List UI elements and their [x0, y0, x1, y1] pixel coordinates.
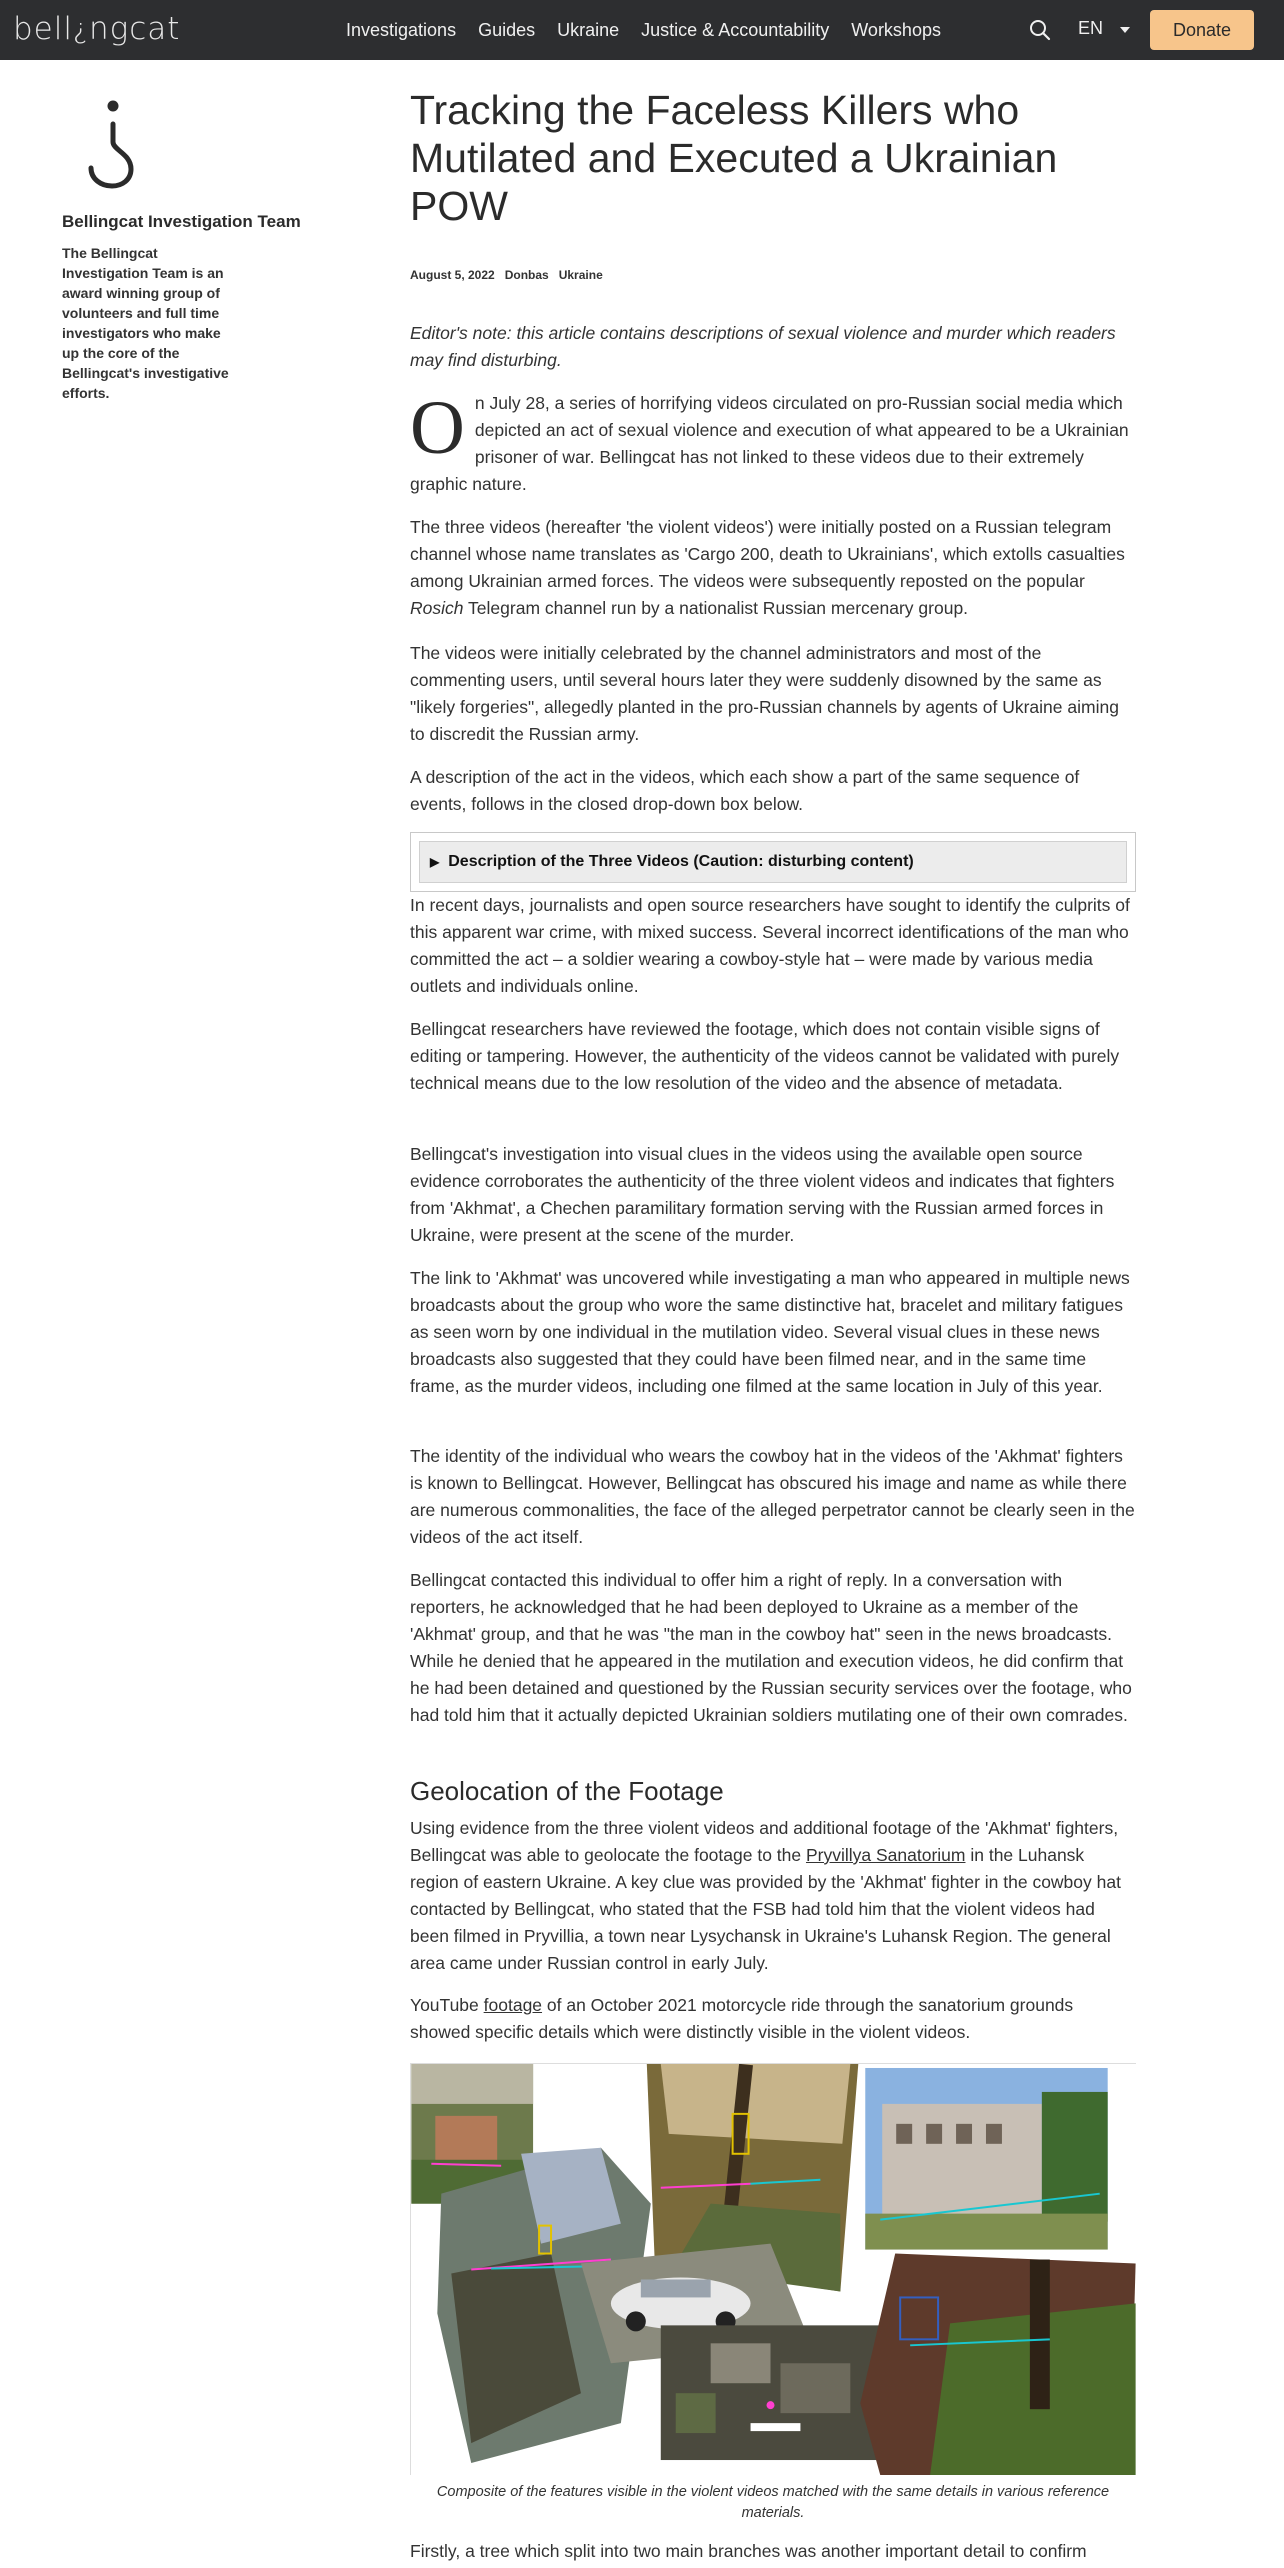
image-sanatorium-building [865, 2068, 1107, 2250]
paragraph: Bellingcat contacted this individual to offer him a right of reply. In a conversation with reporters, he acknowledged that he had been deployed to Ukraine as a member of the 'Akhmat' group, and that he was "the man in the cowboy hat" seen in the news broadcasts. While he denied that he appeared in the mutilation and execution videos, he did confirm that he had been detained and questioned by the Russian security services over the footage, who had told him that it actually depicted Ukrainian soldiers mutilating one of their own comrades. [410, 1570, 1132, 1725]
publish-date: August 5, 2022 [410, 268, 495, 282]
collapsed-details-box [410, 832, 1136, 892]
figure-caption: Composite of the features visible in the violent videos matched with the same details in various reference materials. [436, 2484, 1110, 2521]
primary-nav-links [335, 0, 952, 60]
search-icon[interactable] [1029, 19, 1051, 41]
paragraph: The link to 'Akhmat' was uncovered while investigating a man who appeared in multiple news broadcasts about the group who wore the same distinctive hat, bracelet and military fatigues as seen worn by one individual in the mutilation video. Several visual clues in these news broadcasts also suggested that they could have been filmed near, and in the same time frame, as the murder videos, including one filmed at the same location in July of this year. [410, 1268, 1130, 1396]
paragraph: The videos were initially celebrated by the channel administrators and most of the commenting users, until several hours later they were suddenly disowned by the same as "likely forgeries", allegedly planted in the pro-Russian channels by agents of Ukraine aiming to discredit the Russian army. [410, 643, 1119, 744]
top-navigation-bar [0, 0, 1284, 60]
paragraph: YouTube footage of an October 2021 motorcycle ride through the sanatorium grounds showed specific details which were distinctly visible in the violent videos. [410, 1995, 1074, 2042]
nav-item-justice-accountability[interactable]: Justice & Accountability [641, 19, 830, 40]
paragraph: The three videos (hereafter 'the violent videos') were initially posted on a Russian telegram channel whose name translates as 'Cargo 200, death to Ukrainians', which extolls casualties among Ukrainian armed forces. The videos were subsequently reposted on the popular Rosich Telegram channel run by a nationalist Russian mercenary group. [410, 517, 1125, 618]
author-avatar-question-mark-icon [82, 98, 142, 190]
paragraph: Using evidence from the three violent videos and additional footage of the 'Akhmat' fighters, Bellingcat was able to geolocate the footage to the Pryvillya Sanatorium in the Luhansk region of eastern Ukraine. A key clue was provided by the 'Akhmat' fighter in the cowboy hat contacted by Bellingcat, who stated that the FSB had told him that the violent videos had been filmed in Pryvillia, a town near Lysychansk in Ukraine's Luhansk Region. The general area came under Russian control in early July. [410, 1818, 1121, 1973]
composite-image-figure [410, 2063, 1136, 2475]
paragraph: In recent days, journalists and open source researchers have sought to identify the culprits of this apparent war crime, with mixed success. Several incorrect identifications of the man who committed the act – a soldier wearing a cowboy-style hat – were made by various media outlets and individuals online. [410, 895, 1130, 996]
tag-donbas[interactable]: Donbas [504, 268, 549, 282]
article-title: Tracking the Faceless Killers who Mutilated and Executed a Ukrainian POW [410, 87, 1058, 229]
link-youtube-footage[interactable]: footage [483, 1995, 543, 2015]
paragraph: Bellingcat's investigation into visual clues in the videos using the available open source evidence corroborates the authenticity of the three violent videos and indicates that fighters from 'Akhmat', a Chechen paramilitary formation serving with the Russian armed forces in Ukraine, were present at the scene of the murder. [410, 1144, 1115, 1245]
tag-ukraine[interactable]: Ukraine [558, 268, 603, 282]
link-pryvillya-sanatorium[interactable]: Pryvillya Sanatorium [805, 1845, 966, 1865]
author-name[interactable]: Bellingcat Investigation Team [62, 212, 301, 231]
logo-question-mark-glyph: ¿ [72, 11, 89, 45]
details-summary-toggle[interactable] [419, 841, 1127, 883]
image-aerial-view [661, 2325, 880, 2460]
nav-item-ukraine[interactable]: Ukraine [557, 19, 620, 40]
paragraph-intro: On July 28, a series of horrifying videos circulated on pro-Russian social media which depicted an act of sexual violence and execution of what appeared to be a Ukrainian prisoner of war. Bellingcat has not linked to these videos due to their extremely graphic nature. [410, 386, 1129, 494]
caret-down-icon[interactable] [1120, 27, 1130, 33]
article-meta [410, 268, 603, 282]
disclosure-triangle-icon: ▶ [430, 855, 440, 869]
section-heading-geolocation: Geolocation of the Footage [410, 1776, 724, 1806]
paragraph: Bellingcat researchers have reviewed the footage, which does not contain visible signs of editing or tampering. However, the authenticity of the videos cannot be validated with purely technical means due to the low resolution of the video and the absence of metadata. [410, 1019, 1120, 1093]
donate-button[interactable]: Donate [1150, 10, 1254, 50]
nav-item-investigations[interactable]: Investigations [346, 19, 457, 40]
nav-item-guides[interactable]: Guides [478, 19, 536, 40]
author-bio: The Bellingcat Investigation Team is an award winning group of volunteers and full time investigators who make up the core of the Bellingcat's investigative efforts. [62, 245, 229, 401]
paragraph: The identity of the individual who wears the cowboy hat in the videos of the 'Akhmat' fighters is known to Bellingcat. However, Bellingcat has obscured his image and name as while there are numerous commonalities, the face of the alleged perpetrator cannot be clearly seen in the videos of the act itself. [410, 1446, 1135, 1547]
nav-item-workshops[interactable]: Workshops [851, 19, 941, 40]
drop-cap: O [410, 386, 465, 470]
details-summary-label: Description of the Three Videos (Caution: disturbing content) [448, 853, 914, 870]
language-selector[interactable]: EN [1078, 18, 1104, 38]
editors-note: Editor's note: this article contains descriptions of sexual violence and murder which readers may find disturbing. [410, 323, 1116, 370]
image-dark-tree-frame [860, 2254, 1135, 2475]
paragraph: A description of the act in the videos, which each show a part of the same sequence of events, follows in the closed drop-down box below. [410, 767, 1080, 814]
bellingcat-logo[interactable]: bell ¿ ngcat [13, 11, 181, 47]
paragraph: Firstly, a tree which split into two main branches was another important detail to confirm [410, 2541, 1087, 2561]
